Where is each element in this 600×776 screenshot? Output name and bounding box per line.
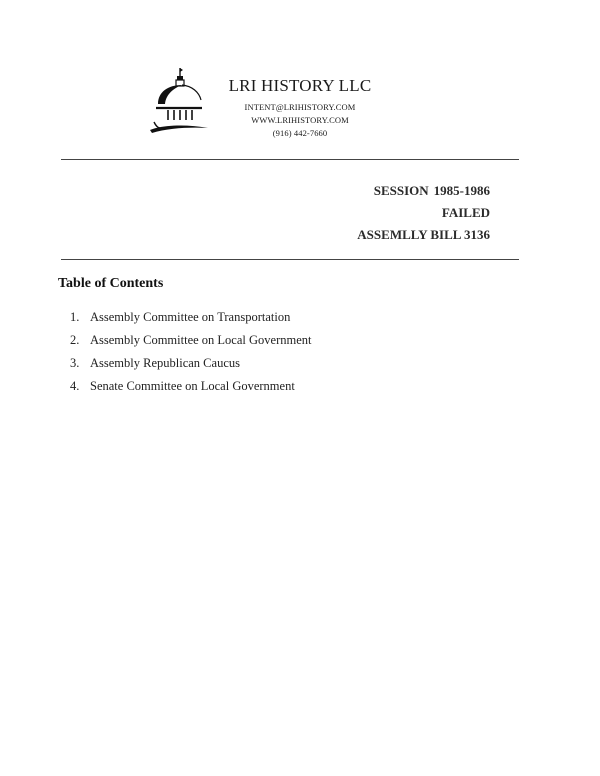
bill-meta (357, 180, 490, 246)
toc-item-label: Assembly Committee on Local Government (90, 333, 312, 347)
session-years: 1985-1986 (433, 183, 490, 198)
toc-item-number: 4. (70, 379, 80, 393)
bill-name: ASSEMLLY BILL 3136 (357, 227, 490, 242)
toc-list (70, 306, 311, 398)
toc-item-number: 1. (70, 310, 80, 324)
bill-status: FAILED (441, 205, 490, 220)
company-header (222, 76, 378, 139)
meta-divider (61, 259, 519, 260)
toc-title: Table of Contents (58, 276, 164, 291)
company-email: INTENT@LRIHISTORY.COM (244, 102, 356, 112)
toc-item (70, 375, 311, 398)
company-name: LRI HISTORY LLC (228, 76, 372, 95)
company-website: WWW.LRIHISTORY.COM (251, 115, 349, 125)
header-divider (61, 159, 519, 160)
session-label: SESSION (373, 183, 429, 198)
toc-item (70, 352, 311, 375)
toc-item-number: 3. (70, 356, 80, 370)
toc-item-number: 2. (70, 333, 80, 347)
toc-item-label: Senate Committee on Local Government (90, 379, 295, 393)
session-line (357, 180, 490, 202)
toc-item (70, 329, 311, 352)
capitol-dome-icon (146, 64, 212, 138)
company-phone: (916) 442-7660 (272, 128, 328, 138)
toc-item-label: Assembly Committee on Transportation (90, 310, 291, 324)
toc-item (70, 306, 311, 329)
toc-item-label: Assembly Republican Caucus (90, 356, 240, 370)
